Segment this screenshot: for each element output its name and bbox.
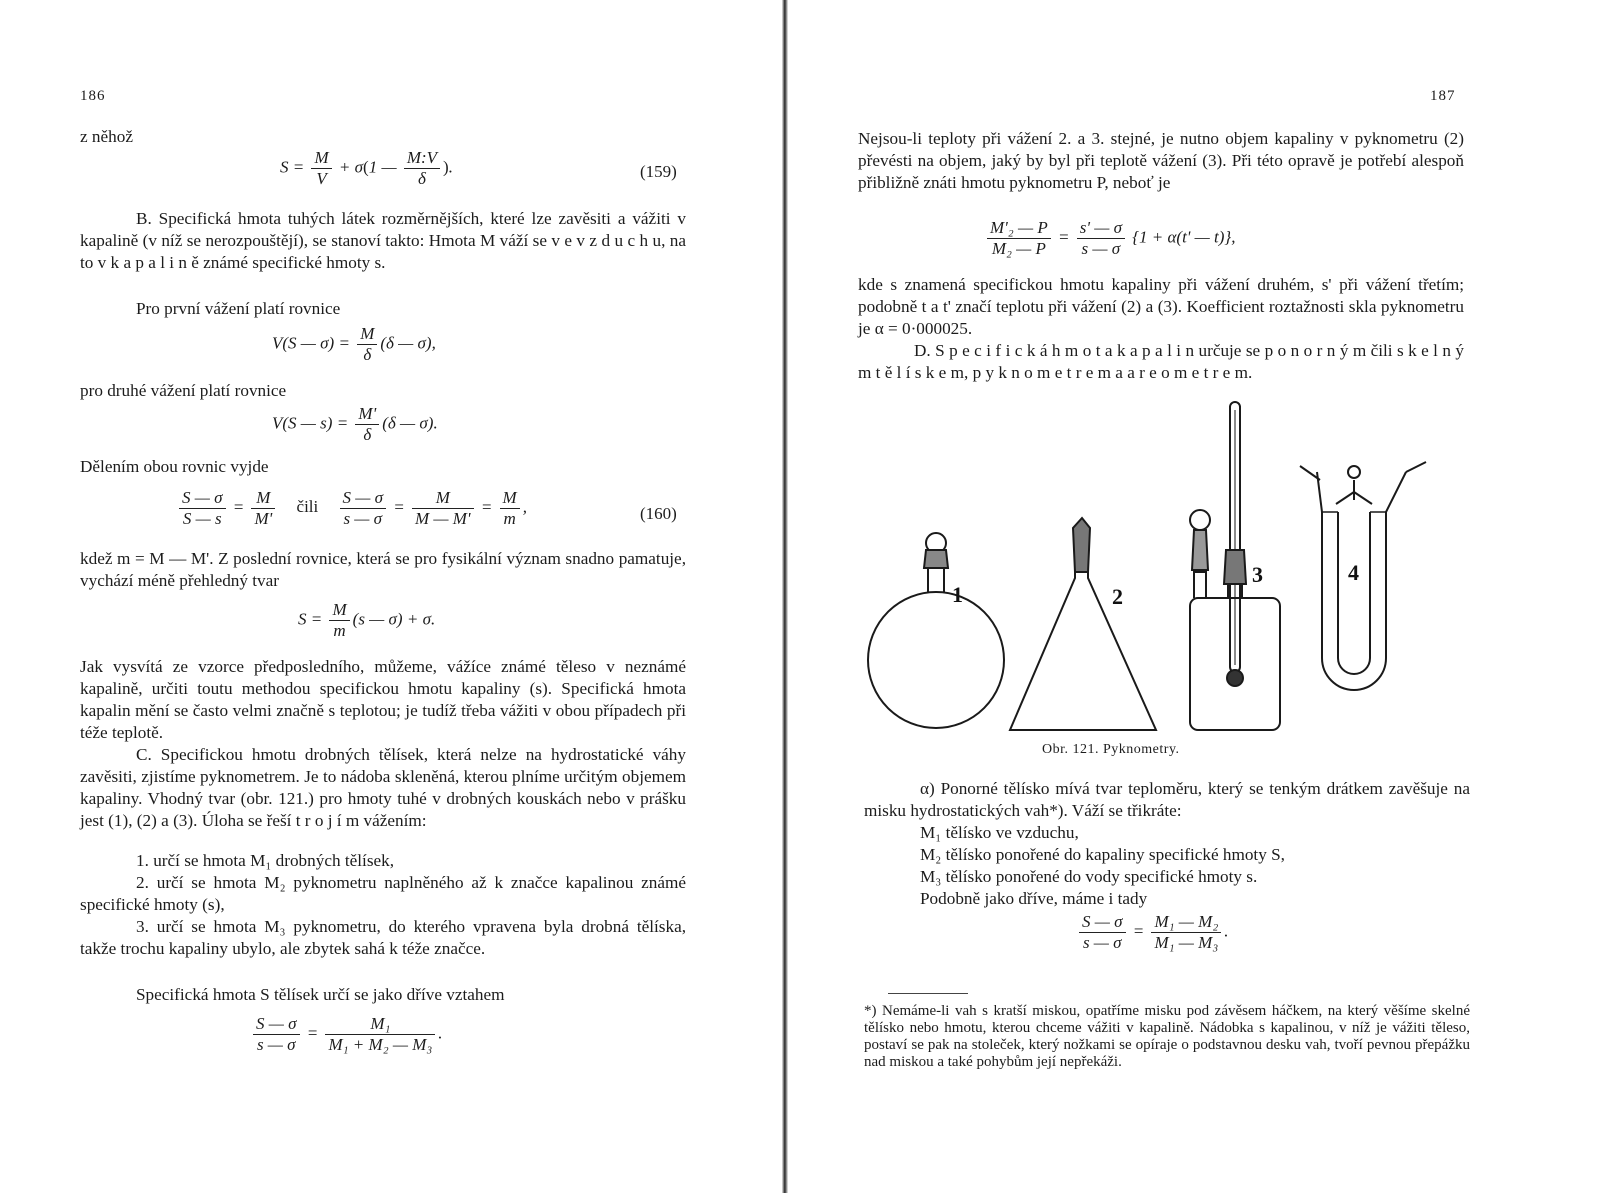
paragraph: D. S p e c i f i c k á h m o t a k a p a l i n určuje se p o n o r n ý m čili s k e l n ý m t ě l í s k e m, p y k n o m e t r e m a a r e o m e t r e m. xyxy=(858,341,1464,382)
equation: $\frac{S — \sigma}{s — \sigma}$ = $\frac{\text{M₁ — M₂}}{\text{M₁ — M₃}}$ . xyxy=(1076,912,1229,953)
list-item: M₂ tělísko ponořené do kapaliny specifické hmoty S, xyxy=(920,845,1285,864)
equation-159: S = $\frac{M}{V}$ + σ(1 — $\frac{M:V}{\delta}$ ). xyxy=(280,148,453,188)
page-number: 186 xyxy=(80,88,106,104)
flask-1-body xyxy=(868,592,1004,728)
page-number: 187 xyxy=(1430,88,1456,104)
u-tube-outer xyxy=(1317,472,1406,690)
u-tube-inner xyxy=(1338,512,1370,674)
footnote: *) Nemáme-li vah s kratší miskou, opatříme misku pod závěsem háčkem, na který věšíme skelné tělísko nebo hmotu, kterou chceme vážiti v kapalině. Nádobka s kapalinou, v níž je vážiti těleso, postaví se pak na stoleček, který nožkami se opíraje o podstavnou desku vah, tvoří pevnou přepážku nad miskou a také pohybům její nepřekáži. xyxy=(864,1003,1470,1070)
paragraph: Jak vysvítá ze vzorce předposledního, můžeme, vážíce známé těleso v neznámé kapalině, určiti toutu methodou specifickou hmotu kapaliny (s). Specifická hmota kapalin mění se často velmi značně s teplotou; je tudíž třeba vážiti v obou případech při téže teplotě. xyxy=(80,657,686,742)
label-flask-2: 2 xyxy=(1112,584,1123,609)
flask-1-stopper xyxy=(924,550,948,568)
list-item: 3. určí se hmota M₃ pyknometru, do kterého vpravena byla drobná tělíska, takže trochu kapaliny ubylo, ale zbytek sahá k téže značce. xyxy=(80,917,686,958)
footnote-rule xyxy=(888,993,968,994)
label-flask-4: 4 xyxy=(1348,560,1359,585)
equation: $\frac{\text{M'₂ — P}}{\text{M₂ — P}}$ = $\frac{s' — \sigma}{s — \sigma}$ {1 + α(t' — t)}, xyxy=(984,218,1235,259)
text-line: z něhož xyxy=(80,127,133,146)
flask-3-side-tube xyxy=(1194,572,1206,598)
list-item: 1. určí se hmota M₁ drobných tělísek, xyxy=(136,851,395,870)
text-line: Dělením obou rovnic vyjde xyxy=(80,457,269,476)
equation: V(S — s) = $\frac{M'}{\delta}$ (δ — σ). xyxy=(272,404,438,444)
equation: S = $\frac{M}{m}$ (s — σ) + σ. xyxy=(298,600,436,640)
paragraph: kdež m = M — M'. Z poslední rovnice, která se pro fysikální význam snadno pamatuje, vychází méně přehledný tvar xyxy=(80,549,686,590)
flask-3-stopper-ball xyxy=(1190,510,1210,530)
u-tube-hook xyxy=(1348,466,1360,478)
figure-caption: Obr. 121. Pyknometry. xyxy=(1042,742,1180,757)
left-page xyxy=(0,0,785,1193)
equation: V(S — σ) = $\frac{M}{\delta}$ (δ — σ), xyxy=(272,324,436,364)
text-line: Pro první vážení platí rovnice xyxy=(136,299,341,318)
word-cili: čili xyxy=(296,497,319,517)
equation: $\frac{S — \sigma}{s — \sigma}$ = $\frac{\text{M₁}}{\text{M₁ + M₂ — M₃}}$ . xyxy=(250,1014,443,1055)
flask-2-stopper xyxy=(1073,518,1090,572)
thermometer-bulb xyxy=(1227,670,1243,686)
label-flask-3: 3 xyxy=(1252,562,1263,587)
list-item: M₁ tělísko ve vzduchu, xyxy=(920,823,1079,842)
paragraph: kde s znamená specifickou hmotu kapaliny při vážení druhém, s' při vážení třetím; podobně t a t' značí teplotu při vážení (2) a (3). Koefficient roztažnosti skla pyknometru je α = 0·000025. xyxy=(858,275,1464,338)
flask-3-ground-joint xyxy=(1224,550,1246,584)
pycnometer-figure xyxy=(860,400,1470,740)
paragraph: C. Specifickou hmotu drobných tělísek, která nelze na hydrostatické váhy zavěsiti, zjistíme pyknometrem. Je to nádoba skleněná, kterou plníme určitým objemem kapaliny. Vhodný tvar (obr. 121.) pro hmoty tuhé v drobných kouskách nebo v prášku jest (1), (2) a (3). Úloha se řeší t r o j í m vážením: xyxy=(80,745,686,830)
book-spine xyxy=(782,0,788,1193)
equation-number: (159) xyxy=(640,162,677,181)
text-line: pro druhé vážení platí rovnice xyxy=(80,381,287,400)
paragraph: α) Ponorné tělísko mívá tvar teploměru, který se tenkým drátkem zavěšuje na misku hydrostatických vah*). Váží se třikráte: xyxy=(864,779,1470,820)
list-item: 2. určí se hmota M₂ pyknometru naplněného až k značce kapalinou známé specifické hmoty (s), xyxy=(80,873,686,914)
paragraph: B. Specifická hmota tuhých látek rozměrnějších, které lze zavěsiti a vážiti v kapalině (v níž se nerozpouštějí), se stanoví takto: Hmota M váží se v e v z d u c h u, na to v k a p a l i n ě známé specifické hmoty s. xyxy=(80,209,686,272)
equation: $\frac{S — \sigma}{S — s}$ = $\frac{M}{M'}$ čili $\frac{S — \sigma}{s — \sigma}$ = $\frac{M}{M — M'}$ = $\frac{M}{m}$ , xyxy=(176,488,527,529)
paragraph: Nejsou-li teploty při vážení 2. a 3. stejné, je nutno objem kapaliny v pyknometru (2) převésti na objem, jaký by byl při teplotě vážení (3). Při této opravě je potřebí alespoň přibližně znáti hmotu pyknometru P, neboť je xyxy=(858,129,1464,192)
list-item: M₃ tělísko ponořené do vody specifické hmoty s. xyxy=(920,867,1258,886)
flask-1-neck xyxy=(928,568,944,592)
equation-number: (160) xyxy=(640,504,677,523)
flask-3-stopper xyxy=(1192,530,1208,570)
text-line: Podobně jako dříve, máme i tady xyxy=(920,889,1148,908)
label-flask-1: 1 xyxy=(952,582,963,607)
paragraph: Specifická hmota S tělísek určí se jako dříve vztahem xyxy=(136,985,505,1004)
